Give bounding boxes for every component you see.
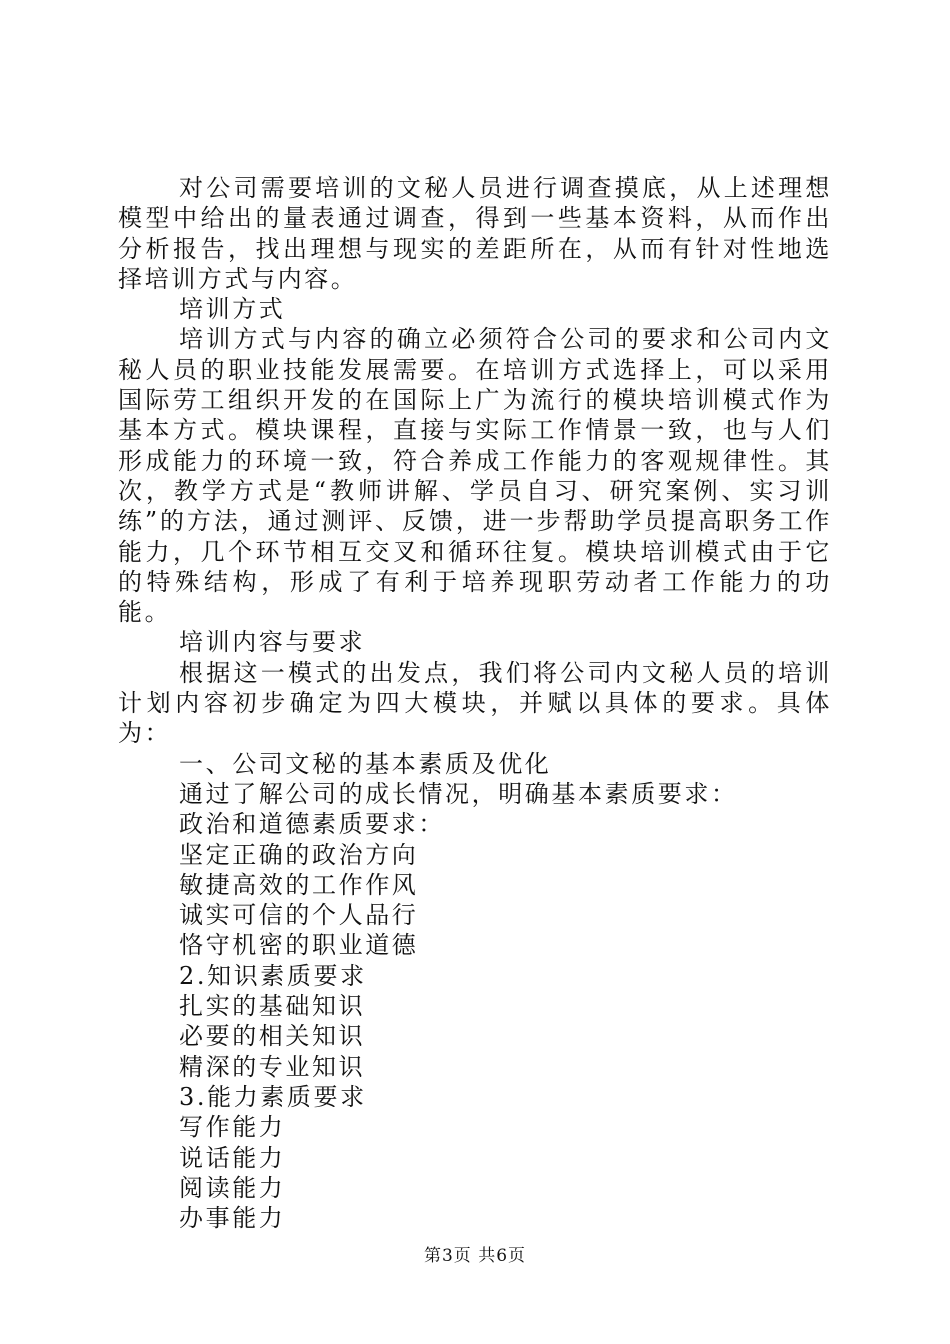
- heading-training-content: 培训内容与要求: [179, 628, 366, 657]
- list-item: 必要的相关知识: [179, 1022, 366, 1051]
- training-content-paragraph: 根据这一模式的出发点，我们将公司内文秘人员的培训计划内容初步确定为四大模块，并赋以具体的要求。具体为：: [118, 658, 832, 748]
- list-item: 扎实的基础知识: [179, 992, 366, 1021]
- list-item: 敏捷高效的工作作风: [179, 870, 419, 899]
- module-one-intro: 通过了解公司的成长情况，明确基本素质要求：: [179, 779, 738, 808]
- list-item: 阅读能力: [179, 1173, 286, 1202]
- list-item: 精深的专业知识: [179, 1052, 366, 1081]
- list-item: 坚定正确的政治方向: [179, 840, 419, 869]
- intro-paragraph: 对公司需要培训的文秘人员进行调查摸底，从上述理想模型中给出的量表通过调查，得到一些基本资料，从而作出分析报告，找出理想与现实的差距所在，从而有针对性地选择培训方式与内容。: [118, 174, 832, 293]
- training-method-paragraph: 培训方式与内容的确立必须符合公司的要求和公司内文秘人员的职业技能发展需要。在培训方式选择上，可以采用国际劳工组织开发的在国际上广为流行的模块培训模式作为基本方式。模块课程，直接与实际工作情景一致，也与人们形成能力的环境一致，符合养成工作能力的客观规律性。其次，教学方式是“教师讲解、学员自习、研究案例、实习训练”的方法，通过测评、反馈，进一步帮助学员提高职务工作能力，几个环节相互交叉和循环往复。模块培训模式由于它的特殊结构，形成了有利于培养现职劳动者工作能力的功能。: [118, 325, 832, 627]
- list-item: 办事能力: [179, 1204, 286, 1233]
- ability-heading: 3.能力素质要求: [179, 1082, 367, 1111]
- heading-training-method: 培训方式: [179, 295, 286, 324]
- list-item: 写作能力: [179, 1113, 286, 1142]
- list-item: 诚实可信的个人品行: [179, 901, 419, 930]
- document-body: [118, 173, 832, 1233]
- political-moral-heading: 政治和道德素质要求：: [179, 810, 445, 839]
- module-one-heading: 一、公司文秘的基本素质及优化: [179, 749, 552, 778]
- list-item: 恪守机密的职业道德: [179, 931, 419, 960]
- knowledge-heading: 2.知识素质要求: [179, 961, 367, 990]
- page-number-footer: 第3页 共6页: [423, 1246, 527, 1266]
- list-item: 说话能力: [179, 1143, 286, 1172]
